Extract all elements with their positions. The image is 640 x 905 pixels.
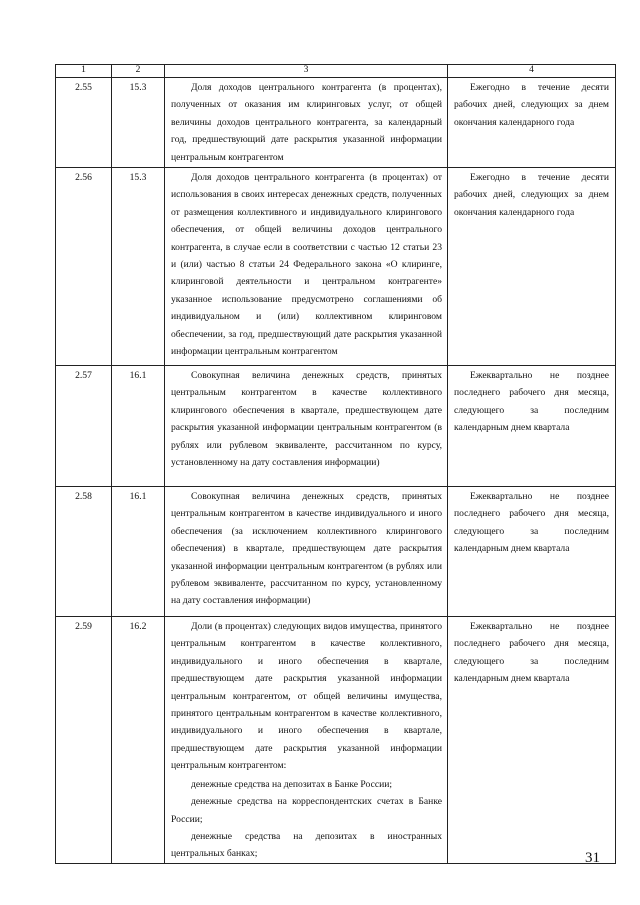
item-number-cell bbox=[56, 487, 112, 617]
term-cell bbox=[448, 168, 616, 366]
description-cell bbox=[165, 617, 448, 864]
description-text: Совокупная величина денежных средств, принятых центральным контрагентом в качестве коллективного клирингового обеспечения в квартале, предшествующем дате раскрытия указанной информации центральным контрагентом (в рублях или рублевом эквиваленте, рассчитанном по курсу, установленному на дату составления информации) bbox=[171, 370, 442, 469]
article-cell bbox=[112, 487, 165, 617]
regulation-table bbox=[55, 64, 616, 864]
asset-list-item: денежные средства на корреспондентских счетах в Банке России; bbox=[171, 796, 442, 825]
item-number: 2.56 bbox=[75, 172, 92, 184]
term-cell bbox=[448, 78, 616, 168]
description-cell bbox=[165, 366, 448, 487]
table-header-row bbox=[56, 65, 616, 78]
article-reference: 16.1 bbox=[129, 491, 147, 503]
item-number: 2.59 bbox=[75, 621, 92, 633]
disclosure-term: Ежеквартально не позднее последнего рабочего дня месяца, следующего за последним календарным днем квартала bbox=[454, 491, 609, 555]
table-row bbox=[56, 168, 616, 366]
term-cell bbox=[448, 366, 616, 487]
article-cell bbox=[112, 78, 165, 168]
description-cell bbox=[165, 168, 448, 366]
item-number: 2.58 bbox=[75, 491, 92, 503]
column-header-1: 1 bbox=[56, 65, 112, 78]
description-cell bbox=[165, 78, 448, 168]
disclosure-term: Ежеквартально не позднее последнего рабочего дня месяца, следующего за последним календарным днем квартала bbox=[454, 621, 609, 685]
column-header-3: 3 bbox=[165, 65, 448, 78]
article-cell bbox=[112, 617, 165, 864]
description-text: Доли (в процентах) следующих видов имущества, принятого центральным контрагентом в качестве коллективного, индивидуального и иного обеспечения в квартале, предшествующем дате раскрытия указанной информации центральным контрагентом, от общей величины имущества, принятого центральным контрагентом в качестве коллективного, индивидуального и иного обеспечения в квартале, предшествующем дате раскрытия указанной информации центральным контрагентом: bbox=[171, 621, 442, 772]
article-reference: 16.2 bbox=[129, 621, 147, 633]
page-number: 31 bbox=[585, 850, 600, 866]
asset-list-item: денежные средства на депозитах в Банке России; bbox=[191, 778, 393, 790]
table-row bbox=[56, 487, 616, 617]
column-header-4: 4 bbox=[448, 65, 616, 78]
term-cell bbox=[448, 617, 616, 864]
asset-list-item: денежные средства на депозитах в иностранных центральных банках; bbox=[171, 830, 442, 860]
item-number-cell bbox=[56, 78, 112, 168]
description-text: Доля доходов центрального контрагента (в процентах), полученных от оказания им клиринговых услуг, от общей величины доходов центрального контрагента, за календарный год, предшествующий дате раскрытия указанной информации центральным контрагентом bbox=[171, 82, 442, 163]
article-reference: 16.1 bbox=[129, 370, 147, 382]
description-text: Совокупная величина денежных средств, принятых центральным контрагентом в качестве индивидуального и иного обеспечения (за исключением коллективного клирингового обеспечения) в квартале, предшествующем дате раскрытия указанной информации центральным контрагентом (в рублях или рублевом эквиваленте, рассчитанном по курсу, установленному на дату составления информации) bbox=[171, 491, 442, 607]
article-cell bbox=[112, 168, 165, 366]
term-cell bbox=[448, 487, 616, 617]
article-reference: 15.3 bbox=[129, 172, 147, 184]
disclosure-term: Ежегодно в течение десяти рабочих дней, следующих за днем окончания календарного года bbox=[454, 172, 609, 218]
item-number: 2.55 bbox=[75, 82, 92, 93]
description-text: Доля доходов центрального контрагента (в процентах) от использования в своих интересах денежных средств, полученных от размещения коллективного и индивидуального клирингового обеспечения, от общей величины доходов центрального контрагента, в случае если в соответствии с частью 12 статьи 23 и (или) частью 8 статьи 24 Федерального закона «О клиринге, клиринговой деятельности и центральном контрагенте» указанное использование предусмотрено соглашениями об индивидуальном и (или) коллективном клиринговом обеспечении, за год, предшествующий дате раскрытия указанной информации центральным контрагентом bbox=[171, 172, 442, 358]
table-row bbox=[56, 617, 616, 864]
table-row bbox=[56, 366, 616, 487]
article-reference: 15.3 bbox=[129, 82, 147, 93]
disclosure-term: Ежегодно в течение десяти рабочих дней, следующих за днем окончания календарного года bbox=[454, 82, 609, 128]
article-cell bbox=[112, 366, 165, 487]
item-number-cell bbox=[56, 168, 112, 366]
table-row bbox=[56, 78, 616, 168]
item-number-cell bbox=[56, 617, 112, 864]
description-cell bbox=[165, 487, 448, 617]
column-header-2: 2 bbox=[112, 65, 165, 78]
item-number: 2.57 bbox=[75, 370, 92, 382]
item-number-cell bbox=[56, 366, 112, 487]
disclosure-term: Ежеквартально не позднее последнего рабочего дня месяца, следующего за последним календарным днем квартала bbox=[454, 370, 609, 434]
